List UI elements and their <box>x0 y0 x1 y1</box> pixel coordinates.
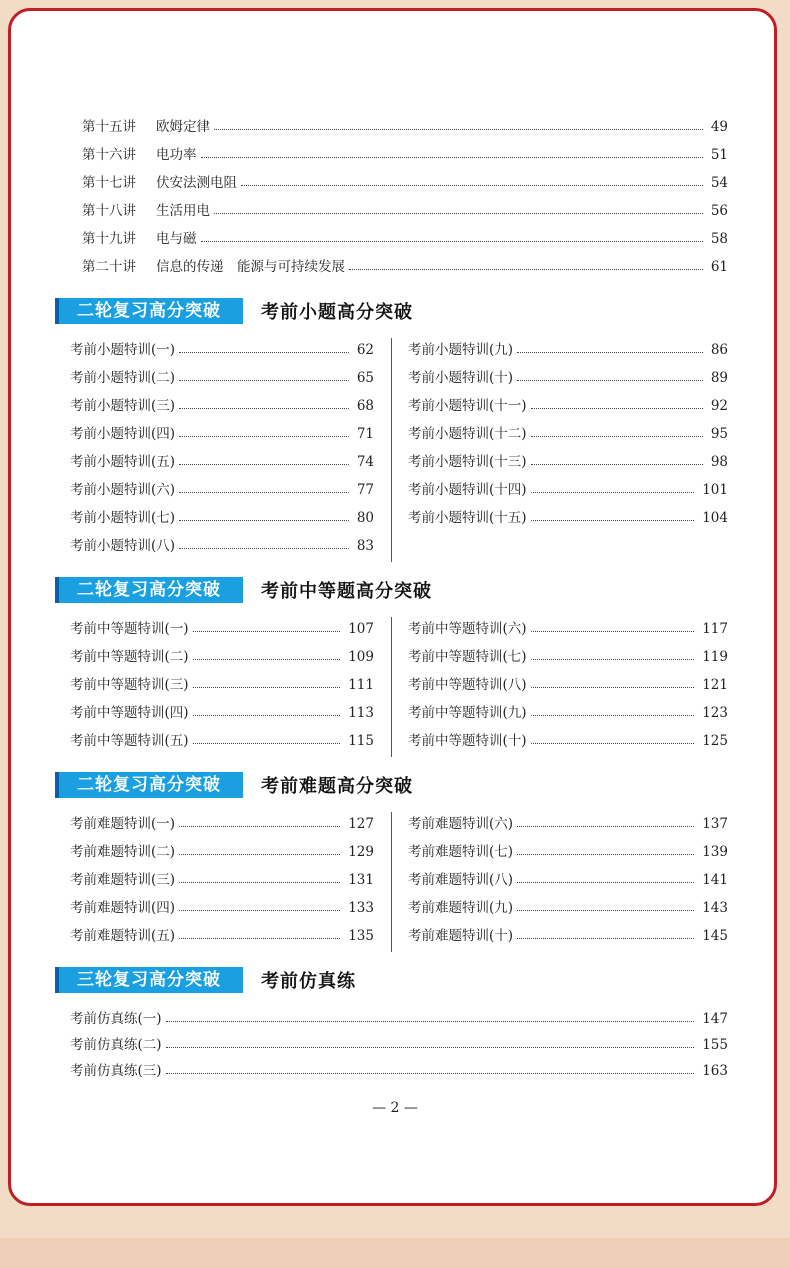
page-number: 139 <box>702 844 728 860</box>
dot-leader <box>201 241 703 242</box>
section-header <box>55 772 413 798</box>
entry-title: 考前中等题特训(五) <box>70 733 189 749</box>
page-number: 127 <box>348 816 374 832</box>
page-number: 49 <box>710 119 728 135</box>
entry-title: 考前小题特训(七) <box>70 510 176 526</box>
page-number: 56 <box>710 203 728 219</box>
dot-leader <box>179 854 340 855</box>
entry-title: 考前难题特训(五) <box>70 928 176 944</box>
entry-title: 电功率 <box>156 147 197 163</box>
page-number: 129 <box>348 844 374 860</box>
toc-entry[interactable] <box>408 508 728 528</box>
entry-title: 考前中等题特训(七) <box>408 649 527 665</box>
dot-leader <box>517 352 703 353</box>
section-header <box>55 298 413 324</box>
toc-entry[interactable] <box>70 1061 728 1081</box>
dot-leader <box>531 492 695 493</box>
dot-leader <box>179 910 340 911</box>
toc-entry[interactable] <box>70 480 374 500</box>
toc-entry[interactable] <box>82 145 728 165</box>
toc-entry[interactable] <box>70 368 374 388</box>
page-number: 141 <box>702 872 728 888</box>
page-number: 111 <box>348 677 374 693</box>
column-divider <box>391 617 392 757</box>
dot-leader <box>531 464 703 465</box>
dot-leader <box>214 129 703 130</box>
toc-entry[interactable] <box>70 647 374 667</box>
section-badge: 二轮复习高分突破 <box>55 298 243 324</box>
entry-title: 考前中等题特训(一) <box>70 621 189 637</box>
toc-entry[interactable] <box>70 452 374 472</box>
page-number: 101 <box>702 482 728 498</box>
entry-title: 信息的传递 能源与可持续发展 <box>156 259 345 275</box>
entry-title: 考前中等题特训(六) <box>408 621 527 637</box>
page-number: 121 <box>702 677 728 693</box>
entry-title: 考前小题特训(九) <box>408 342 514 358</box>
toc-entry[interactable] <box>408 452 728 472</box>
page-number: 125 <box>702 733 728 749</box>
toc-entry[interactable] <box>408 703 728 723</box>
section-header <box>55 967 356 993</box>
toc-entry[interactable] <box>70 619 374 639</box>
page-number: 89 <box>710 370 728 386</box>
page-number: 98 <box>710 454 728 470</box>
toc-entry[interactable] <box>70 675 374 695</box>
page-number: 109 <box>348 649 374 665</box>
page-number: 77 <box>356 482 374 498</box>
entry-title: 考前小题特训(三) <box>70 398 176 414</box>
section-badge: 三轮复习高分突破 <box>55 967 243 993</box>
toc-entry[interactable] <box>408 480 728 500</box>
entry-title: 欧姆定律 <box>156 119 210 135</box>
page-number: 133 <box>348 900 374 916</box>
entry-title: 伏安法测电阻 <box>156 175 237 191</box>
page-number: 51 <box>710 147 728 163</box>
toc-entry[interactable] <box>70 340 374 360</box>
page-number: 131 <box>348 872 374 888</box>
dot-leader <box>531 408 703 409</box>
page-number: 58 <box>710 231 728 247</box>
dot-leader <box>517 910 694 911</box>
page-number: 61 <box>710 259 728 275</box>
dot-leader <box>193 631 341 632</box>
page-number: 123 <box>702 705 728 721</box>
page-number: 92 <box>710 398 728 414</box>
toc-entry[interactable] <box>70 424 374 444</box>
page-number: 163 <box>702 1063 728 1079</box>
lecture-number: 第二十讲 <box>82 259 136 275</box>
entry-title: 考前小题特训(十一) <box>408 398 527 414</box>
entry-title: 考前小题特训(十三) <box>408 454 527 470</box>
entry-title: 考前小题特训(十二) <box>408 426 527 442</box>
toc-entry[interactable] <box>408 619 728 639</box>
dot-leader <box>193 659 341 660</box>
dot-leader <box>179 520 349 521</box>
toc-entry[interactable] <box>408 926 728 946</box>
toc-entry[interactable] <box>70 703 374 723</box>
dot-leader <box>179 938 340 939</box>
entry-title: 考前中等题特训(三) <box>70 677 189 693</box>
dot-leader <box>531 631 695 632</box>
toc-entry[interactable] <box>70 508 374 528</box>
entry-title: 考前小题特训(五) <box>70 454 176 470</box>
entry-title: 生活用电 <box>156 203 210 219</box>
lecture-number: 第十五讲 <box>82 119 136 135</box>
entry-title: 电与磁 <box>156 231 197 247</box>
toc-entry[interactable] <box>82 117 728 137</box>
toc-entry[interactable] <box>70 814 374 834</box>
entry-title: 考前中等题特训(九) <box>408 705 527 721</box>
page-number: 86 <box>710 342 728 358</box>
dot-leader <box>531 743 695 744</box>
toc-entry[interactable] <box>82 229 728 249</box>
section-title: 考前仿真练 <box>261 971 356 992</box>
page-number: 107 <box>348 621 374 637</box>
entry-title: 考前仿真练(三) <box>70 1063 162 1079</box>
toc-entry[interactable] <box>70 1035 728 1055</box>
dot-leader <box>166 1073 695 1074</box>
dot-leader <box>517 938 694 939</box>
page-number: 104 <box>702 510 728 526</box>
entry-title: 考前小题特训(六) <box>70 482 176 498</box>
entry-title: 考前难题特训(十) <box>408 928 514 944</box>
section-badge: 二轮复习高分突破 <box>55 772 243 798</box>
toc-entry[interactable] <box>82 257 728 277</box>
toc-entry[interactable] <box>408 842 728 862</box>
dot-leader <box>531 687 695 688</box>
page-number: 68 <box>356 398 374 414</box>
toc-entry[interactable] <box>408 396 728 416</box>
dot-leader <box>179 492 349 493</box>
toc-entry[interactable] <box>408 368 728 388</box>
page-bottom-band <box>0 1238 790 1268</box>
dot-leader <box>214 213 703 214</box>
toc-entry[interactable] <box>408 814 728 834</box>
toc-entry[interactable] <box>408 675 728 695</box>
page-number: 119 <box>702 649 728 665</box>
section-title: 考前难题高分突破 <box>261 776 413 797</box>
page-number: 137 <box>702 816 728 832</box>
toc-entry[interactable] <box>408 870 728 890</box>
dot-leader <box>517 380 703 381</box>
dot-leader <box>179 464 349 465</box>
toc-entry[interactable] <box>408 340 728 360</box>
entry-title: 考前难题特训(六) <box>408 816 514 832</box>
entry-title: 考前难题特训(八) <box>408 872 514 888</box>
toc-entry[interactable] <box>70 898 374 918</box>
entry-title: 考前难题特训(九) <box>408 900 514 916</box>
entry-title: 考前小题特训(十) <box>408 370 514 386</box>
page-number: 54 <box>710 175 728 191</box>
toc-entry[interactable] <box>82 201 728 221</box>
dot-leader <box>179 882 340 883</box>
entry-title: 考前难题特训(二) <box>70 844 176 860</box>
dot-leader <box>179 380 349 381</box>
toc-entry[interactable] <box>70 870 374 890</box>
page-number: 83 <box>356 538 374 554</box>
lecture-number: 第十六讲 <box>82 147 136 163</box>
toc-entry[interactable] <box>408 424 728 444</box>
dot-leader <box>517 882 694 883</box>
entry-title: 考前仿真练(二) <box>70 1037 162 1053</box>
toc-entry[interactable] <box>70 842 374 862</box>
page-number: 95 <box>710 426 728 442</box>
lecture-number: 第十九讲 <box>82 231 136 247</box>
dot-leader <box>531 520 695 521</box>
dot-leader <box>179 436 349 437</box>
toc-entry[interactable] <box>408 731 728 751</box>
dot-leader <box>531 436 703 437</box>
lecture-number: 第十八讲 <box>82 203 136 219</box>
dot-leader <box>241 185 703 186</box>
section-header <box>55 577 432 603</box>
entry-title: 考前中等题特训(四) <box>70 705 189 721</box>
dot-leader <box>179 826 340 827</box>
entry-title: 考前小题特训(八) <box>70 538 176 554</box>
dot-leader <box>201 157 703 158</box>
lecture-number: 第十七讲 <box>82 175 136 191</box>
entry-title: 考前难题特训(四) <box>70 900 176 916</box>
dot-leader <box>166 1021 695 1022</box>
entry-title: 考前小题特训(一) <box>70 342 176 358</box>
page-number: 113 <box>348 705 374 721</box>
entry-title: 考前小题特训(四) <box>70 426 176 442</box>
page-number: 65 <box>356 370 374 386</box>
column-divider <box>391 338 392 562</box>
dot-leader <box>531 659 695 660</box>
entry-title: 考前难题特训(一) <box>70 816 176 832</box>
entry-title: 考前难题特训(三) <box>70 872 176 888</box>
page-number: 62 <box>356 342 374 358</box>
toc-entry[interactable] <box>70 926 374 946</box>
dot-leader <box>193 687 341 688</box>
section-title: 考前中等题高分突破 <box>261 581 432 602</box>
dot-leader <box>531 715 695 716</box>
toc-entry[interactable] <box>70 396 374 416</box>
dot-leader <box>517 854 694 855</box>
dot-leader <box>179 352 349 353</box>
page-number-footer: — 2 — <box>372 1100 418 1116</box>
entry-title: 考前小题特训(二) <box>70 370 176 386</box>
entry-title: 考前小题特训(十五) <box>408 510 527 526</box>
entry-title: 考前中等题特训(二) <box>70 649 189 665</box>
entry-title: 考前难题特训(七) <box>408 844 514 860</box>
section-title: 考前小题高分突破 <box>261 302 413 323</box>
toc-entry[interactable] <box>408 898 728 918</box>
page-number: 115 <box>348 733 374 749</box>
toc-entry[interactable] <box>70 536 374 556</box>
page-number: 147 <box>702 1011 728 1027</box>
column-divider <box>391 812 392 952</box>
page-number: 71 <box>356 426 374 442</box>
dot-leader <box>349 269 703 270</box>
page-number: 74 <box>356 454 374 470</box>
section-badge: 二轮复习高分突破 <box>55 577 243 603</box>
page-number: 80 <box>356 510 374 526</box>
toc-entry[interactable] <box>70 731 374 751</box>
entry-title: 考前仿真练(一) <box>70 1011 162 1027</box>
dot-leader <box>193 743 341 744</box>
entry-title: 考前小题特训(十四) <box>408 482 527 498</box>
entry-title: 考前中等题特训(八) <box>408 677 527 693</box>
toc-entry[interactable] <box>70 1009 728 1029</box>
toc-entry[interactable] <box>408 647 728 667</box>
toc-entry[interactable] <box>82 173 728 193</box>
page-number: 145 <box>702 928 728 944</box>
dot-leader <box>166 1047 695 1048</box>
page-number: 117 <box>702 621 728 637</box>
entry-title: 考前中等题特训(十) <box>408 733 527 749</box>
dot-leader <box>193 715 341 716</box>
dot-leader <box>179 408 349 409</box>
page-number: 135 <box>348 928 374 944</box>
page-number: 143 <box>702 900 728 916</box>
dot-leader <box>179 548 349 549</box>
page-number: 155 <box>702 1037 728 1053</box>
dot-leader <box>517 826 694 827</box>
